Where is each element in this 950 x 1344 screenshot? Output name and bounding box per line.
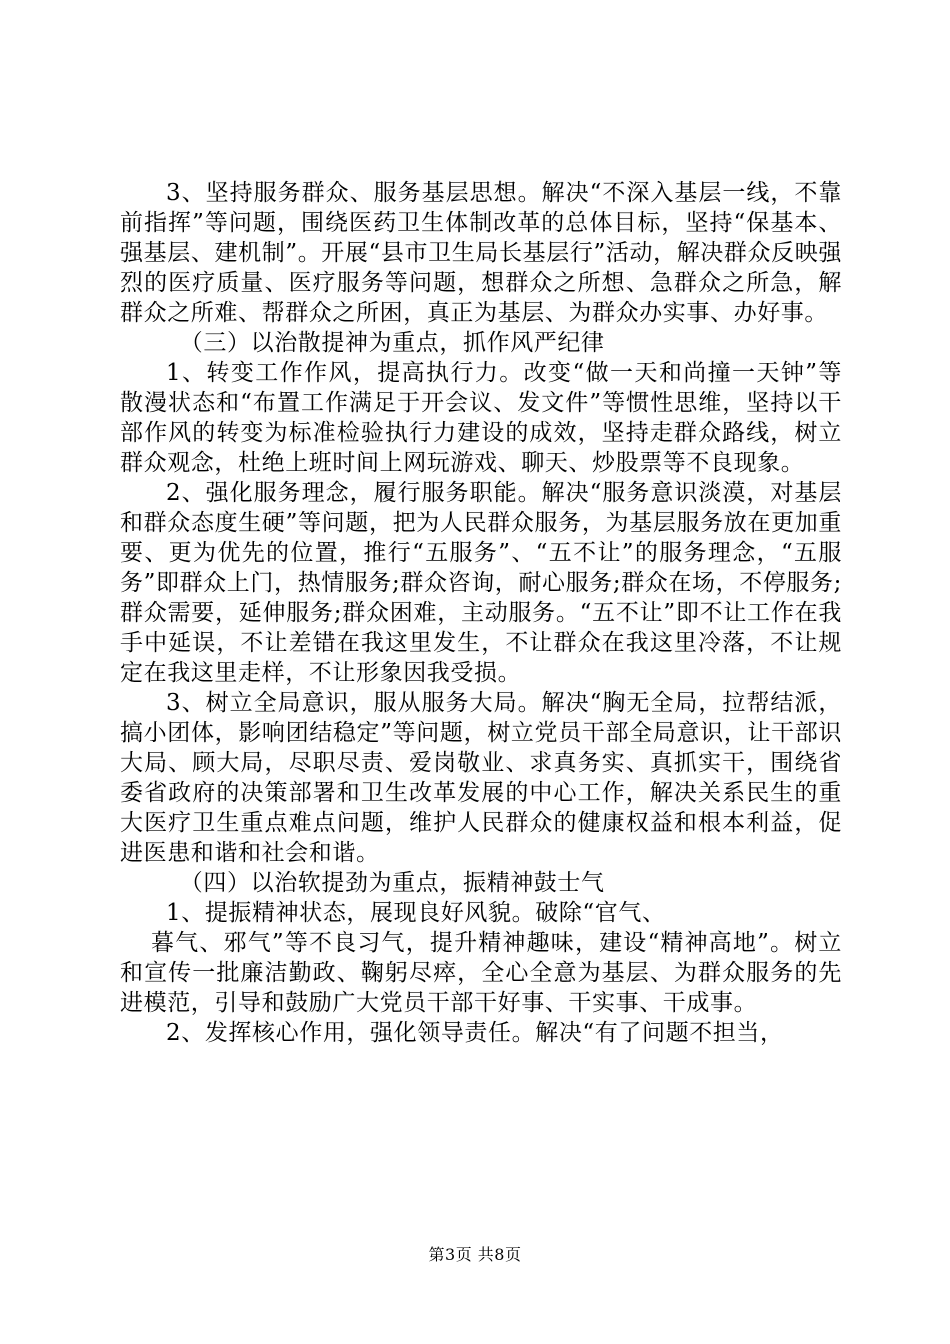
paragraph-core-role: 2、发挥核心作用，强化领导责任。解决“有了问题不担当， (166, 1020, 784, 1046)
paragraph-boost-spirit-continued: 暮气、邪气”等不良习气，提升精神趣味，建设“精神高地”。树立和宣传一批廉洁勤政、鞠躬尽瘁，全心全意为基层、为群众服务的先进模范，引导和鼓励广大党员干部干好事、干实事、干成事。 (120, 930, 842, 1016)
paragraph-boost-spirit: 1、提振精神状态，展现良好风貌。破除“官气、 (166, 900, 666, 926)
section-heading-four: （四）以治软提劲为重点，振精神鼓士气 (179, 870, 605, 896)
paragraph-overall-awareness: 3、树立全局意识，服从服务大局。解决“胸无全局，拉帮结派，搞小团体，影响团结稳定”等问题，树立党员干部全局意识，让干部识大局、顾大局，尽职尽责、爱岗敬业、求真务实、真抓实干，围绕省委省政府的决策部署和卫生改革发展的中心工作，解决关系民生的重大医疗卫生重点难点问题，维护人民群众的健康权益和根本利益，促进医患和谐和社会和谐。 (120, 690, 842, 866)
paragraph-serve-grassroots: 3、坚持服务群众、服务基层思想。解决“不深入基层一线，不靠前指挥”等问题，围绕医药卫生体制改革的总体目标，坚持“保基本、强基层、建机制”。开展“县市卫生局长基层行”活动，解决群众反映强烈的医疗质量、医疗服务等问题，想群众之所想、急群众之所急，解群众之所难、帮群众之所困，真正为基层、为群众办实事、办好事。 (120, 180, 842, 326)
section-heading-three: （三）以治散提神为重点，抓作风严纪律 (179, 330, 605, 356)
paragraph-work-style: 1、转变工作作风，提高执行力。改变“做一天和尚撞一天钟”等散漫状态和“布置工作满足于开会议、发文件”等惯性思维，坚持以干部作风的转变为标准检验执行力建设的成效，坚持走群众路线，树立群众观念，杜绝上班时间上网玩游戏、聊天、炒股票等不良现象。 (120, 360, 842, 476)
paragraph-service-concept: 2、强化服务理念，履行服务职能。解决“服务意识淡漠，对基层和群众态度生硬”等问题，把为人民群众服务，为基层服务放在更加重要、更为优先的位置，推行“五服务”、“五不让”的服务理念，“五服务”即群众上门，热情服务;群众咨询，耐心服务;群众在场，不停服务;群众需要，延伸服务;群众困难，主动服务。“五不让”即不让工作在我手中延误，不让差错在我这里发生，不让群众在我这里冷落，不让规定在我这里走样，不让形象因我受损。 (120, 480, 842, 686)
page-number-footer: 第3页 共8页 (428, 1245, 522, 1264)
document-body (120, 178, 842, 1048)
